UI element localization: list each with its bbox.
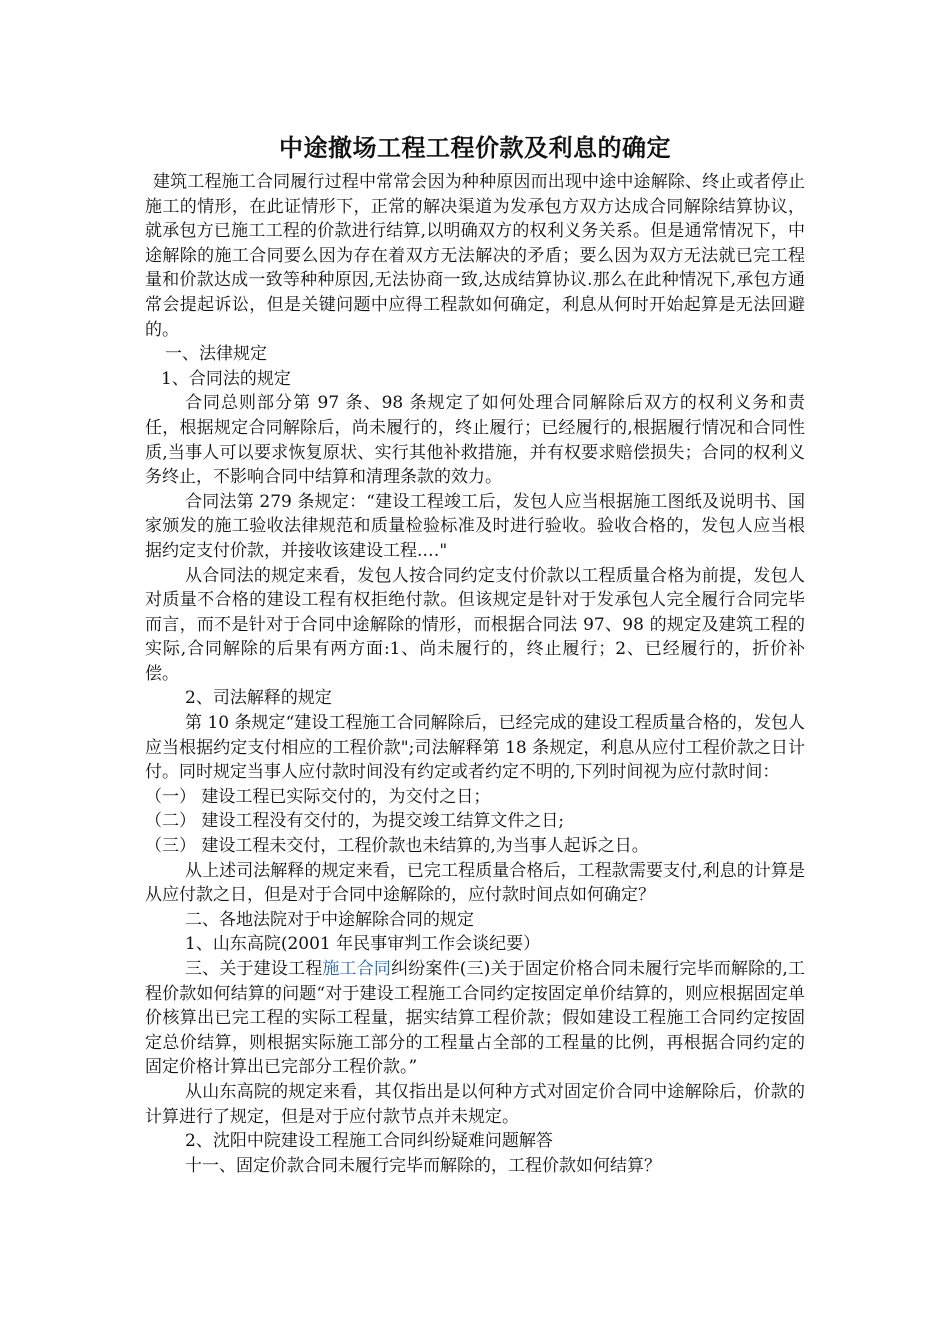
paragraph-shandong-text-start: 三、关于建设工程 [185, 959, 323, 979]
section-heading-courts: 二、各地法院对于中途解除合同的规定 [185, 909, 474, 930]
paragraph-article-10: 第 10 条规定“建设工程施工合同解除后，已经完成的建设工程质量合格的，发包人应当根据约定支付相应的工程价款";司法解释第 18 条规定，利息从应付工程价款之日计付。同时规定当事人应付款时间没有约定或者约定不明的,下列时间视为应付款时间： [145, 713, 805, 783]
subheading-judicial-interpretation: 2、司法解释的规定 [185, 688, 332, 709]
subheading-contract-law: 1、合同法的规定 [161, 368, 291, 389]
document-page [145, 128, 805, 1178]
paragraph-interpretation-analysis: 从上述司法解释的规定来看，已完工程质量合格后，工程款需要支付,利息的计算是从应付款之日，但是对于合同中途解除的，应付款时间点如何确定？ [145, 860, 805, 906]
section-heading-legal: 一、法律规定 [165, 344, 267, 365]
paragraph-contract-general: 合同总则部分第 97 条、98 条规定了如何处理合同解除后双方的权利义务和责任，根据规定合同解除后，尚未履行的，终止履行；已经履行的,根据履行情况和合同性质,当事人可以要求恢复原状、实行其他补救措施，并有权要求赔偿损失；合同的权利义务终止，不影响合同中结算和清理条款的效力。 [145, 393, 805, 488]
paragraph-shenyang-question: 十一、固定价款合同未履行完毕而解除的，工程价款如何结算？ [185, 1155, 661, 1176]
intro-paragraph: 建筑工程施工合同履行过程中常常会因为种种原因而出现中途中途解除、终止或者停止施工的情形，在此证情形下，正常的解决渠道为发承包方双方达成合同解除结算协议，就承包方已施工工程的价款进行结算,以明确双方的权利义务关系。但是通常情况下，中途解除的施工合同要么因为存在着双方无法解决的矛盾；要么因为双方无法就已完工程量和价款达成一致等种种原因,无法协商一致,达成结算协议.那么在此种情况下,承包方通常会提起诉讼，但是关键问题中应得工程款如何确定，利息从何时开始起算是无法回避的。 [145, 172, 805, 340]
list-item: （一） 建设工程已实际交付的，为交付之日； [145, 786, 491, 807]
paragraph-article-279: 合同法第 279 条规定：“建设工程竣工后，发包人应当根据施工图纸及说明书、国家颁发的施工验收法律规范和质量检验标准及时进行验收。验收合格的，发包人应当根据约定支付价款，并接收该建设工程.…" [145, 491, 805, 561]
paragraph-shandong-analysis: 从山东高院的规定来看，其仅指出是以何种方式对固定价合同中途解除后，价款的计算进行了规定，但是对于应付款节点并未规定。 [145, 1081, 805, 1127]
list-item: （三） 建设工程未交付，工程价款也未结算的,为当事人起诉之日。 [145, 836, 649, 857]
subheading-shenyang: 2、沈阳中院建设工程施工合同纠纷疑难问题解答 [185, 1131, 553, 1152]
construction-contract-link[interactable]: 施工合同 [322, 959, 392, 979]
list-item: （二） 建设工程没有交付的，为提交竣工结算文件之日; [145, 811, 565, 832]
document-title: 中途撤场工程工程价款及利息的确定 [279, 133, 671, 162]
paragraph-shandong-rule [145, 957, 805, 1080]
paragraph-contract-analysis: 从合同法的规定来看，发包人按合同约定支付价款以工程质量合格为前提，发包人对质量不合格的建设工程有权拒绝付款。但该规定是针对于发承包人完全履行合同完毕而言，而不是针对于合同中途解除的情形，而根据合同法 97、98 的规定及建筑工程的实际,合同解除的后果有两方面:1、尚未履行的，终止履行；2、已经履行的，折价补偿。 [145, 565, 805, 684]
paragraph-shandong-text-end: 纠纷案件(三)关于固定价格合同未履行完毕而解除的,工程价款如何结算的问题“对于建设工程施工合同约定按固定单价结算的，则应根据固定单价核算出已完工程的实际工程量，据实结算工程价款；假如建设工程施工合同约定按固定总价结算，则根据实际施工部分的工程量占全部的工程量的比例，再根据合同约定的固定价格计算出已完部分工程价款。” [145, 959, 806, 1078]
subheading-shandong: 1、山东高院(2001 年民事审判工作会谈纪要） [185, 934, 541, 955]
